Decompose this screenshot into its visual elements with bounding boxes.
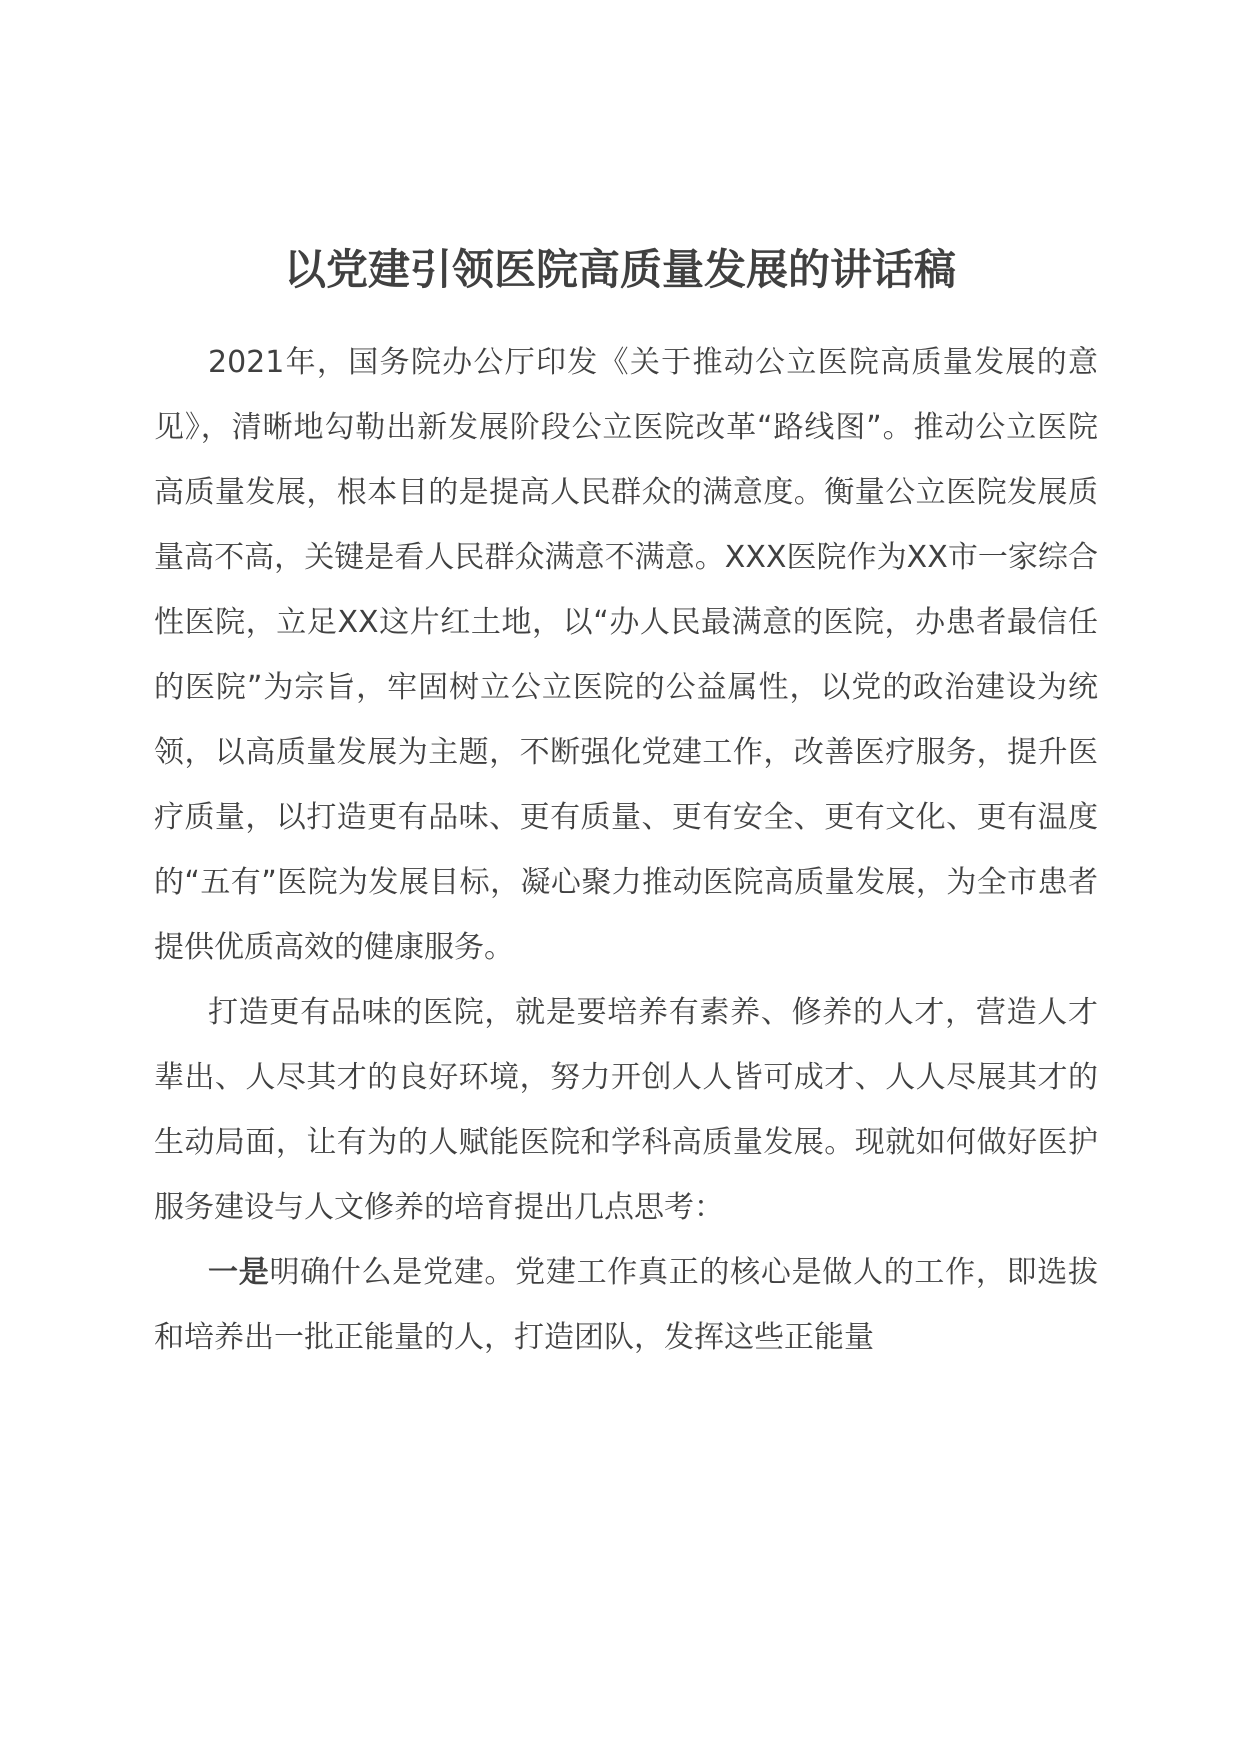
paragraph-1	[154, 330, 1098, 980]
paragraph-3	[154, 1240, 1098, 1370]
paragraph-text: 2021年，国务院办公厅印发《关于推动公立医院高质量发展的意见》，清晰地勾勒出新发展阶段公立医院改革“路线图”。推动公立医院高质量发展，根本目的是提高人民群众的满意度。衡量公立医院发展质量高不高，关键是看人民群众满意不满意。XXX医院作为XX市一家综合性医院，立足XX这片红土地，以“办人民最满意的医院，办患者最信任的医院”为宗旨，牢固树立公立医院的公益属性，以党的政治建设为统领，以高质量发展为主题，不断强化党建工作，改善医疗服务，提升医疗质量，以打造更有品味、更有质量、更有安全、更有文化、更有温度的“五有”医院为发展目标，凝心聚力推动医院高质量发展，为全市患者提供优质高效的健康服务。	[154, 345, 1098, 965]
paragraph-text: 打造更有品味的医院，就是要培养有素养、修养的人才，营造人才辈出、人尽其才的良好环境，努力开创人人皆可成才、人人尽展其才的生动局面，让有为的人赋能医院和学科高质量发展。现就如何做好医护服务建设与人文修养的培育提出几点思考：	[154, 995, 1098, 1225]
document-title: 以党建引领医院高质量发展的讲话稿	[283, 245, 956, 294]
paragraph-2	[154, 980, 1098, 1240]
document-body	[154, 330, 1098, 1370]
paragraph-text: 明确什么是党建。党建工作真正的核心是做人的工作，即选拔和培养出一批正能量的人，打造团队，发挥这些正能量	[154, 1255, 1099, 1355]
paragraph-lead: 一是	[208, 1255, 270, 1290]
